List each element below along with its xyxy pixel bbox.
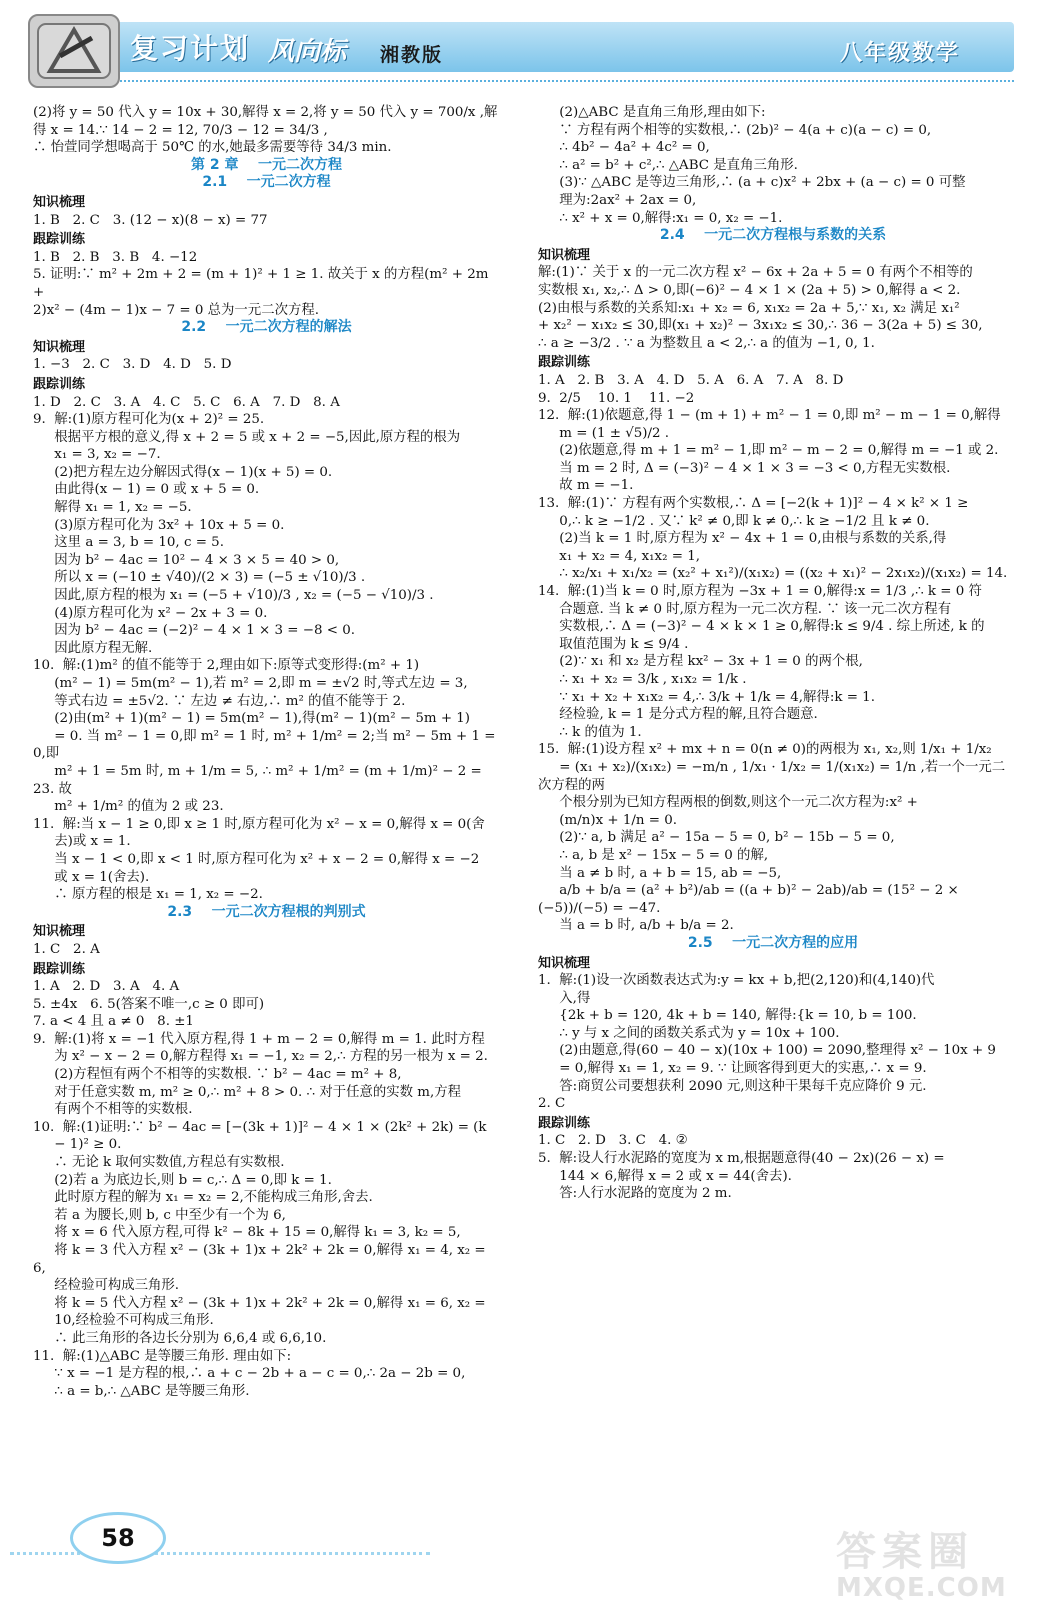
- subsection-label: 跟踪训练: [538, 1115, 591, 1131]
- answer-line: 得 x = 14.∵ 14 − 2 = 12, 70/3 − 12 = 34/3 ,: [33, 122, 328, 138]
- answer-line: 10. 解:(1)m² 的值不能等于 2,理由如下:原等式变形得:(m² + 1): [33, 658, 420, 674]
- answer-line: 1. C 2. D 3. C 4. ②: [538, 1133, 688, 1149]
- answer-line: = 0. 当 m² − 1 = 0,即 m² = 1 时, m² + 1/m² = 2;当 m² − 5m + 1 = 0,即: [33, 728, 500, 762]
- answer-line: m² + 1/m² 的值为 2 或 23.: [33, 799, 224, 815]
- series-logo-icon: [28, 14, 120, 88]
- answer-line: (4)原方程可化为 x² − 2x + 3 = 0.: [33, 605, 268, 621]
- answer-line: ∴ 原方程的根是 x₁ = 1, x₂ = −2.: [33, 887, 263, 903]
- answer-line: ∴ x² + x = 0,解得:x₁ = 0, x₂ = −1.: [538, 210, 783, 226]
- section-heading: 2.2 一元二次方程的解法: [181, 319, 352, 336]
- answer-line: 等式右边 = ±5√2. ∵ 左边 ≠ 右边,∴ m² 的值不能等于 2.: [33, 693, 406, 709]
- answer-line: 144 × 6,解得 x = 2 或 x = 44(舍去).: [538, 1168, 792, 1184]
- answer-line: 9. 2/5 10. 1 11. −2: [538, 390, 695, 406]
- answer-line: ∴ x₁ + x₂ = 3/k , x₁x₂ = 1/k .: [538, 672, 747, 687]
- answer-line: 1. 解:(1)设一次函数表达式为:y = kx + b,把(2,120)和(4,140)代: [538, 973, 935, 989]
- answer-line: (2)由题意,得(60 − 40 − x)(10x + 100) = 2090,整理得 x² − 10x + 9: [538, 1043, 996, 1059]
- answer-line: 2. C: [538, 1096, 566, 1112]
- answer-line: 对于任意实数 m, m² ≥ 0,∴ m² + 8 > 0. ∴ 对于任意的实数 m,方程: [33, 1084, 462, 1100]
- answer-line: 当 x − 1 < 0,即 x < 1 时,原方程可化为 x² + x − 2 = 0,解得 x = −2: [33, 851, 480, 867]
- section-heading: 2.5 一元二次方程的应用: [687, 934, 859, 951]
- answer-line: 5. 证明:∵ m² + 2m + 2 = (m + 1)² + 1 ≥ 1. 故关于 x 的方程(m² + 2m +: [33, 267, 493, 300]
- answer-line: 解得 x₁ = 1, x₂ = −5.: [33, 500, 192, 516]
- answer-line: 当 a = b 时, a/b + b/a = 2.: [538, 918, 734, 934]
- answer-line: ∴ a, b 是 x² − 15x − 5 = 0 的解,: [538, 847, 769, 863]
- answer-line: 1. D 2. C 3. A 4. C 5. C 6. A 7. D 8. A: [33, 394, 340, 410]
- answer-line: ∴ x₂/x₁ + x₁/x₂ = (x₂² + x₁²)/(x₁x₂) = ((x₂ + x₁)² − 2x₁x₂)/(x₁x₂) = 14.: [538, 566, 1008, 582]
- section-heading: 2.1 一元二次方程: [202, 174, 331, 191]
- answer-line: 故 m = −1.: [538, 478, 634, 494]
- answer-line: 所以 x = (−10 ± √40)/(2 × 3) = (−5 ± √10)/3 .: [33, 570, 366, 586]
- answer-line: 由此得(x − 1) = 0 或 x + 5 = 0.: [33, 482, 260, 498]
- answer-line: 14. 解:(1)当 k = 0 时,原方程为 −3x + 1 = 0,解得:x = 1/3 ,∴ k = 0 符: [538, 584, 982, 600]
- answer-line: ∵ 方程有两个相等的实数根,∴ (2b)² − 4(a + c)(a − c) = 0,: [538, 122, 932, 138]
- answer-line: m = (1 ± √5)/2 .: [538, 425, 670, 441]
- header-brand: 风向标: [268, 37, 347, 67]
- answer-line: 1. B 2. B 3. B 4. −12: [33, 249, 198, 265]
- answer-line: ∵ x₁ + x₂ + x₁x₂ = 4,∴ 3/k + 1/k = 4,解得:k = 1.: [538, 689, 875, 705]
- answer-line: (2)把方程左边分解因式得(x − 1)(x + 5) = 0.: [33, 464, 333, 480]
- answer-line: ∴ a = b,∴ △ABC 是等腰三角形.: [33, 1383, 250, 1399]
- answer-line: 9. 解:(1)原方程可化为(x + 2)² = 25.: [33, 412, 265, 428]
- subsection-label: 知识梳理: [33, 339, 86, 355]
- answer-line: 11. 解:(1)△ABC 是等腰三角形. 理由如下:: [33, 1348, 292, 1364]
- answer-line: (2)依题意,得 m + 1 = m² − 1,即 m² − m − 2 = 0,解得 m = −1 或 2.: [538, 443, 999, 459]
- answer-line: 实数根,∴ Δ = (−3)² − 4 × k × 1 ≥ 0,解得:k ≤ 9/4 . 综上所述, k 的: [538, 619, 985, 635]
- header-dotted-rule: [64, 72, 1014, 82]
- answer-line: 5. ±4x 6. 5(答案不唯一,c ≥ 0 即可): [33, 996, 265, 1012]
- answer-line: ∴ k 的值为 1.: [538, 724, 642, 740]
- answer-line: (3)原方程可化为 3x² + 10x + 5 = 0.: [33, 517, 285, 533]
- answer-line: 因为 b² − 4ac = (−2)² − 4 × 1 × 3 = −8 < 0.: [33, 623, 356, 639]
- answer-line: 取值范围为 k ≤ 9/4 .: [538, 636, 689, 652]
- subsection-label: 跟踪训练: [33, 232, 86, 248]
- answer-line: 这里 a = 3, b = 10, c = 5.: [33, 535, 224, 551]
- subsection-label: 知识梳理: [538, 955, 591, 971]
- page-footer: [0, 1500, 1038, 1603]
- answer-line: m² + 1 = 5m 时, m + 1/m = 5, ∴ m² + 1/m² = (m + 1/m)² − 2 = 23. 故: [33, 763, 487, 797]
- answer-line: 10. 解:(1)证明:∵ b² − 4ac = [−(3k + 1)]² − 4 × 1 × (2k² + 2k) = (k: [33, 1119, 487, 1135]
- page-number: 58: [70, 1512, 166, 1564]
- answer-line: 合题意. 当 k ≠ 0 时,原方程为一元二次方程. ∵ 该一元二次方程有: [538, 601, 952, 617]
- answer-line: ∴ 4b² − 4a² + 4c² = 0,: [538, 140, 710, 156]
- answer-line: 5. 解:设人行水泥路的宽度为 x m,根据题意得(40 − 2x)(26 − x) =: [538, 1151, 945, 1167]
- answer-line: 实数根 x₁, x₂,∴ Δ > 0,即(−6)² − 4 × 1 × (2a + 5) > 0,解得 a < 2.: [538, 282, 961, 298]
- answer-line: 当 a ≠ b 时, a + b = 15, ab = −5,: [538, 865, 782, 881]
- answer-line: 经检验可构成三角形.: [33, 1278, 180, 1294]
- answer-line: 因此,原方程的根为 x₁ = (−5 + √10)/3 , x₂ = (−5 − √10)/3 .: [33, 588, 434, 604]
- subsection-label: 跟踪训练: [33, 961, 86, 977]
- section-heading: 2.3 一元二次方程根的判别式: [167, 903, 366, 920]
- answer-line: 2)x² − (4m − 1)x − 7 = 0 总为一元二次方程.: [33, 302, 320, 318]
- answer-line: (2)若 a 为底边长,则 b = c,∴ Δ = 0,即 k = 1.: [33, 1172, 332, 1188]
- answer-line: 若 a 为腰长,则 b, c 中至少有一个为 6,: [33, 1207, 286, 1223]
- answer-line: (2)由(m² + 1)(m² − 1) = 5m(m² − 1),得(m² − 1)(m² − 5m + 1): [33, 711, 471, 727]
- section-heading: 第 2 章 一元二次方程: [191, 156, 342, 173]
- subsection-label: 知识梳理: [33, 924, 86, 940]
- page-header: [0, 0, 1038, 92]
- answer-line: a/b + b/a = (a² + b²)/ab = ((a + b)² − 2ab)/ab = (15² − 2 × (−5))/(−5) = −47.: [538, 883, 963, 916]
- answer-line: {2k + b = 120, 4k + b = 140, 解得:{k = 10, b = 100.: [538, 1008, 917, 1024]
- answer-line: + x₂² − x₁x₂ ≤ 30,即(x₁ + x₂)² − 3x₁x₂ ≤ 30,∴ 36 − 3(2a + 5) ≤ 30,: [538, 318, 983, 334]
- answer-line: ∴ 无论 k 取何实数值,方程总有实数根.: [33, 1155, 285, 1171]
- subsection-label: 跟踪训练: [538, 355, 591, 371]
- answer-line: (2)△ABC 是直角三角形,理由如下:: [538, 105, 766, 120]
- answer-line: 根据平方根的意义,得 x + 2 = 5 或 x + 2 = −5,因此,原方程的根为: [33, 429, 461, 445]
- right-column: [538, 104, 1008, 1203]
- answer-line: 当 m = 2 时, Δ = (−3)² − 4 × 1 × 3 = −3 < 0,方程无实数根.: [538, 460, 951, 476]
- answer-line: 个根分别为已知方程两根的倒数,则这个一元二次方程为:x² +: [538, 795, 918, 811]
- answer-line: 解:(1)∵ 关于 x 的一元二次方程 x² − 6x + 2a + 5 = 0 有两个不相等的: [538, 265, 973, 281]
- answer-line: (2)方程恒有两个不相等的实数根. ∵ b² − 4ac = m² + 8,: [33, 1067, 402, 1083]
- answer-line: 因此原方程无解.: [33, 640, 153, 656]
- answer-line: ∴ a² = b² + c²,∴ △ABC 是直角三角形.: [538, 157, 798, 173]
- answer-line: 此时原方程的解为 x₁ = x₂ = 2,不能构成三角形,舍去.: [33, 1190, 373, 1206]
- answer-line: (2)由根与系数的关系知:x₁ + x₂ = 6, x₁x₂ = 2a + 5,∵ x₁, x₂ 满足 x₁²: [538, 300, 960, 316]
- answer-line: ∴ 怡萱同学想喝高于 50℃ 的水,她最多需要等待 34/3 min.: [33, 140, 392, 156]
- answer-line: (2)∵ x₁ 和 x₂ 是方程 kx² − 3x + 1 = 0 的两个根,: [538, 654, 863, 670]
- subsection-label: 跟踪训练: [33, 376, 86, 392]
- watermark-bottom: MXQE.COM: [836, 1573, 1007, 1603]
- answer-line: 15. 解:(1)设方程 x² + mx + n = 0(n ≠ 0)的两根为 x₁, x₂,则 1/x₁ + 1/x₂: [538, 742, 992, 758]
- answer-line: 0,∴ k ≥ −1/2 . 又∵ k² ≠ 0,即 k ≠ 0,∴ k ≥ −1/2 且 k ≠ 0.: [538, 513, 930, 529]
- answer-line: 11. 解:当 x − 1 ≥ 0,即 x ≥ 1 时,原方程可化为 x² − x = 0,解得 x = 0(舍: [33, 816, 485, 832]
- answer-line: 理为:2ax² + 2ax = 0,: [538, 192, 697, 208]
- answer-line: ∵ x = −1 是方程的根,∴ a + c − 2b + a − c = 0,∴ 2a − 2b = 0,: [33, 1366, 466, 1382]
- answer-line: (2)∵ a, b 满足 a² − 15a − 5 = 0, b² − 15b − 5 = 0,: [538, 830, 895, 846]
- answer-line: 将 x = 6 代入原方程,可得 k² − 8k + 15 = 0,解得 k₁ = 3, k₂ = 5,: [33, 1225, 461, 1241]
- answer-line: x₁ + x₂ = 4, x₁x₂ = 1,: [538, 548, 700, 564]
- header-subject: 八年级数学: [840, 41, 961, 66]
- left-column: [33, 104, 500, 1400]
- answer-line: (2)将 y = 50 代入 y = 10x + 30,解得 x = 2,将 y = 50 代入 y = 700/x ,解: [33, 105, 498, 120]
- answer-line: 入,得: [538, 990, 591, 1006]
- subsection-label: 知识梳理: [33, 194, 86, 210]
- answer-line: 答:人行水泥路的宽度为 2 m.: [538, 1186, 732, 1202]
- answer-line: (m² − 1) = 5m(m² − 1),若 m² = 2,即 m = ±√2 时,等式左边 = 3,: [33, 676, 468, 691]
- answer-line: ∴ a ≥ −3/2 . ∵ a 为整数且 a < 2,∴ a 的值为 −1, 0, 1.: [538, 335, 875, 351]
- answer-line: 9. 解:(1)将 x = −1 代入原方程,得 1 + m − 2 = 0,解得 m = 1. 此时方程: [33, 1031, 485, 1047]
- answer-line: 因为 b² − 4ac = 10² − 4 × 3 × 5 = 40 > 0,: [33, 552, 340, 568]
- answer-line: 有两个不相等的实数根.: [33, 1102, 193, 1118]
- answer-line: 7. a < 4 且 a ≠ 0 8. ±1: [33, 1014, 194, 1030]
- footer-dotted-rule: [10, 1548, 430, 1555]
- answer-line: 1. A 2. B 3. A 4. D 5. A 6. A 7. A 8. D: [538, 372, 844, 388]
- answer-line: 为 x² − x − 2 = 0,解方程得 x₁ = −1, x₂ = 2,∴ 方程的另一根为 x = 2.: [33, 1049, 488, 1065]
- answer-line: = 0,解得 x₁ = 1, x₂ = 9. ∵ 让顾客得到更大的实惠,∴ x = 9.: [538, 1061, 927, 1077]
- answer-line: (m/n)x + 1/n = 0.: [538, 812, 678, 828]
- header-edition: 湘教版: [380, 44, 444, 66]
- answer-line: (3)∵ △ABC 是等边三角形,∴ (a + c)x² + 2bx + (a − c) = 0 可整: [538, 175, 966, 191]
- watermark-top: 答案圈: [836, 1529, 974, 1575]
- answer-line: 将 k = 5 代入方程 x² − (3k + 1)x + 2k² + 2k = 0,解得 x₁ = 6, x₂ =: [33, 1295, 486, 1311]
- subsection-label: 知识梳理: [538, 247, 591, 263]
- answer-line: 1. −3 2. C 3. D 4. D 5. D: [33, 357, 232, 373]
- answer-line: 经检验, k = 1 是分式方程的解,且符合题意.: [538, 707, 818, 723]
- answer-line: 13. 解:(1)∵ 方程有两个实数根,∴ Δ = [−2(k + 1)]² − 4 × k² × 1 ≥: [538, 496, 969, 512]
- answer-line: ∴ 此三角形的各边长分别为 6,6,4 或 6,6,10.: [33, 1330, 327, 1346]
- answer-line: 12. 解:(1)依题意,得 1 − (m + 1) + m² − 1 = 0,即 m² − m − 1 = 0,解得: [538, 408, 1001, 424]
- answer-line: = (x₁ + x₂)/(x₁x₂) = −m/n , 1/x₁ · 1/x₂ = 1/(x₁x₂) = 1/n ,若一个一元二次方程的两: [538, 759, 1006, 793]
- answer-line: 1. B 2. C 3. (12 − x)(8 − x) = 77: [33, 212, 268, 228]
- answer-line: 去)或 x = 1.: [33, 834, 131, 850]
- answer-line: 1. C 2. A: [33, 941, 100, 957]
- answer-line: − 1)² ≥ 0.: [33, 1137, 122, 1153]
- answer-line: 1. A 2. D 3. A 4. A: [33, 979, 180, 995]
- answer-line: x₁ = 3, x₂ = −7.: [33, 447, 161, 463]
- watermark: [836, 1520, 1007, 1603]
- answer-line: 10,经检验不可构成三角形.: [33, 1313, 214, 1329]
- section-heading: 2.4 一元二次方程根与系数的关系: [659, 227, 887, 244]
- answer-line: 将 k = 3 代入方程 x² − (3k + 1)x + 2k² + 2k = 0,解得 x₁ = 4, x₂ = 6,: [33, 1243, 490, 1276]
- answer-line: (2)当 k = 1 时,原方程为 x² − 4x + 1 = 0,由根与系数的关系,得: [538, 531, 947, 547]
- answer-line: 或 x = 1(舍去).: [33, 869, 150, 885]
- answer-line: 答:商贸公司要想获利 2090 元,则这种干果每千克应降价 9 元.: [538, 1078, 927, 1094]
- answer-line: ∴ y 与 x 之间的函数关系式为 y = 10x + 100.: [538, 1025, 840, 1041]
- header-title: 复习计划: [130, 32, 251, 65]
